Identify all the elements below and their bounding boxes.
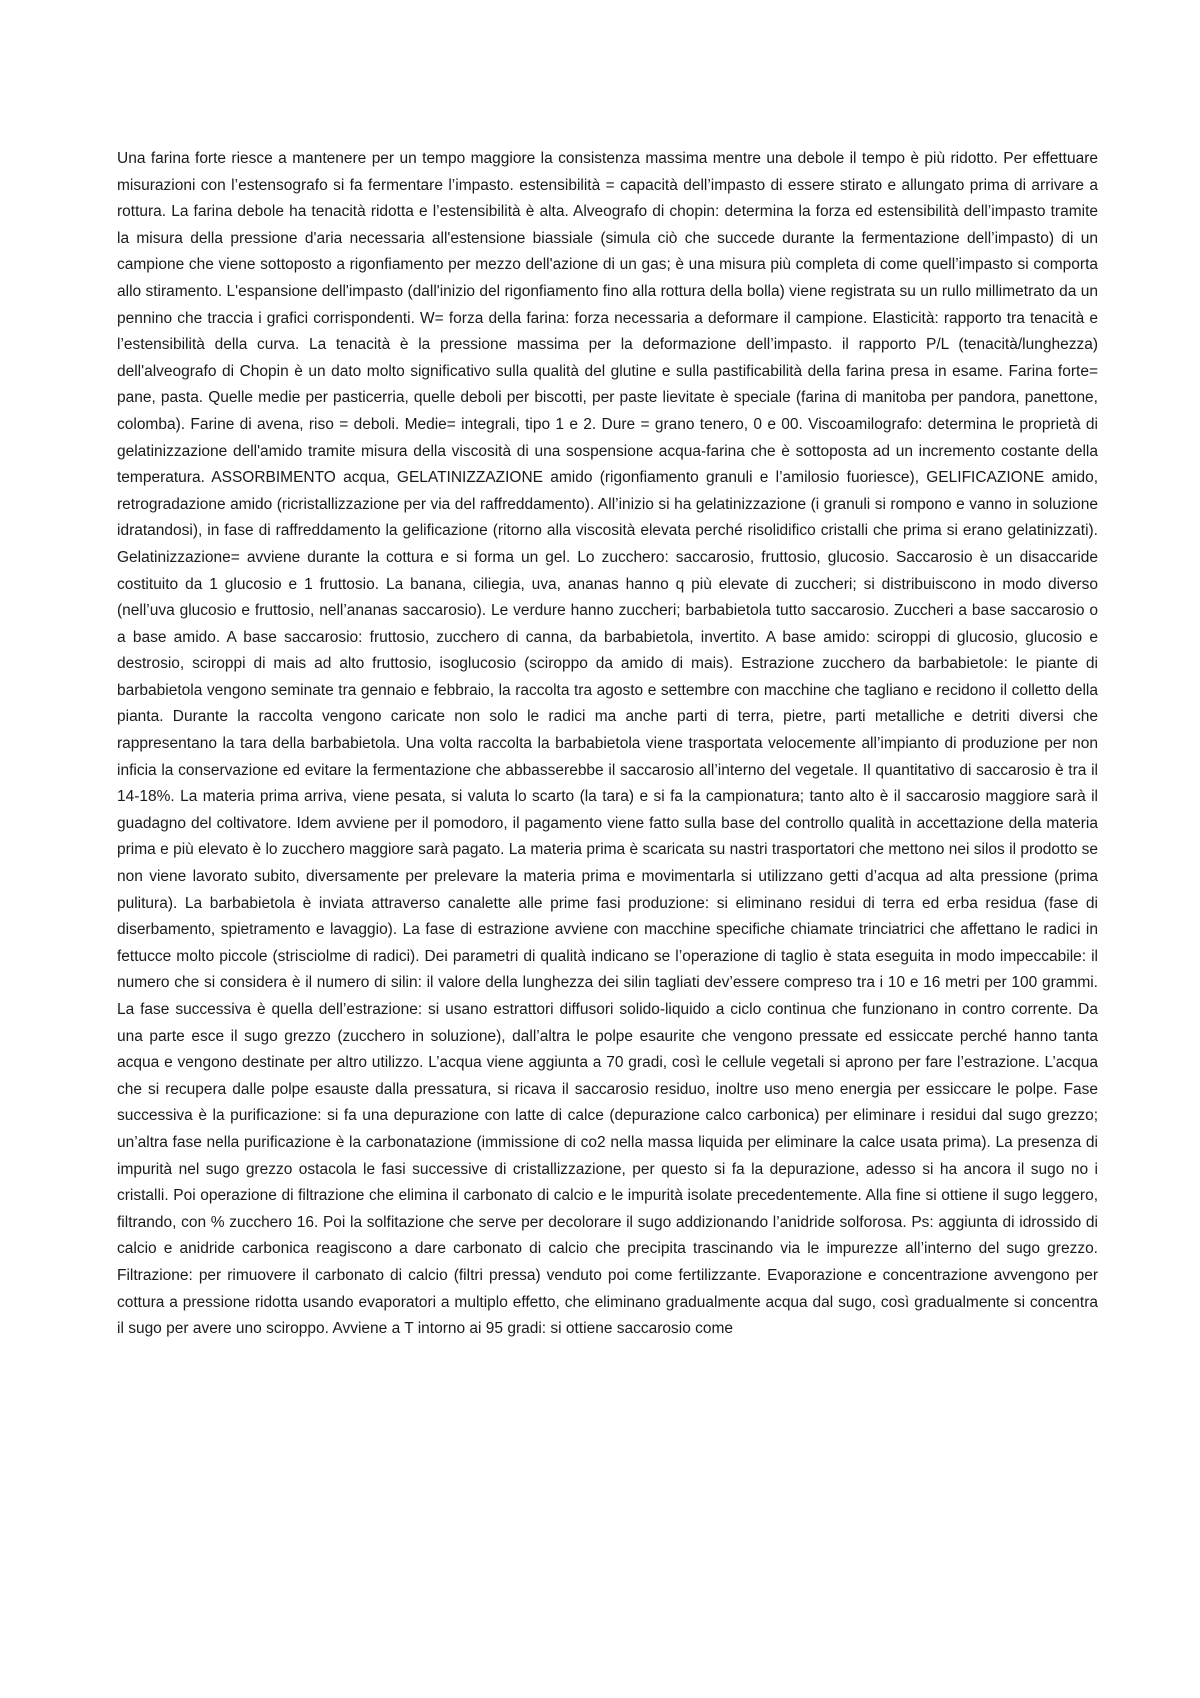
body-text-block: [117, 146, 1098, 1343]
body-paragraph: Una farina forte riesce a mantenere per un tempo maggiore la consistenza massima mentre una debole il tempo è più ridotto. Per effettuare misurazioni con l’estensografo si fa fermentare l’impasto. estensibilità = capacità dell’impasto di essere stirato e allungato prima di arrivare a rottura. La farina debole ha tenacità ridotta e l’estensibilità è alta. Alveografo di chopin: determina la forza ed estensibilità dell’impasto tramite la misura della pressione d'aria necessaria all'estensione biassiale (simula ciò che succede durante la fermentazione dell’impasto) di un campione che viene sottoposto a rigonfiamento per mezzo dell'azione di un gas; è una misura più completa di come quell’impasto si comporta allo stiramento. L'espansione dell'impasto (dall'inizio del rigonfiamento fino alla rottura della bolla) viene registrata su un rullo millimetrato da un pennino che traccia i grafici corrispondenti. W= forza della farina: forza necessaria a deformare il campione. Elasticità: rapporto tra tenacità e l’estensibilità della curva. La tenacità è la pressione massima per la deformazione dell’impasto. il rapporto P/L (tenacità/lunghezza) dell'alveografo di Chopin è un dato molto significativo sulla qualità del glutine e sulla pastificabilità della farina presa in esame. Farina forte= pane, pasta. Quelle medie per pasticerria, quelle deboli per biscotti, per paste lievitate è speciale (farina di manitoba per pandora, panettone, colomba). Farine di avena, riso = deboli. Medie= integrali, tipo 1 e 2. Dure = grano tenero, 0 e 00. Viscoamilografo: determina le proprietà di gelatinizzazione dell'amido tramite misura della viscosità di una sospensione acqua-farina che è sottoposta ad un incremento costante della temperatura. ASSORBIMENTO acqua, GELATINIZZAZIONE amido (rigonfiamento granuli e l’amilosio fuoriesce), GELIFICAZIONE amido, retrogradazione amido (ricristallizzazione per via del raffreddamento). All’inizio si ha gelatinizzazione (i granuli si rompono e vanno in soluzione idratandosi), in fase di raffreddamento la gelificazione (ritorno alla viscosità elevata perché risolidifico cristalli che prima si erano gelatinizzati). Gelatinizzazione= avviene durante la cottura e si forma un gel. Lo zucchero: saccarosio, fruttosio, glucosio. Saccarosio è un disaccaride costituito da 1 glucosio e 1 fruttosio. La banana, ciliegia, uva, ananas hanno q più elevate di zuccheri; si distribuiscono in modo diverso (nell’uva glucosio e fruttosio, nell’ananas saccarosio). Le verdure hanno zuccheri; barbabietola tutto saccarosio. Zuccheri a base saccarosio o a base amido. A base saccarosio: fruttosio, zucchero di canna, da barbabietola, invertito. A base amido: sciroppi di glucosio, glucosio e destrosio, sciroppi di mais ad alto fruttosio, isoglucosio (sciroppo da amido di mais). Estrazione zucchero da barbabietole: le piante di barbabietola vengono seminate tra gennaio e febbraio, la raccolta tra agosto e settembre con macchine che tagliano e recidono il colletto della pianta. Durante la raccolta vengono caricate non solo le radici ma anche parti di terra, pietre, parti metalliche e detriti diversi che rappresentano la tara della barbabietola. Una volta raccolta la barbabietola viene trasportata velocemente all’impianto di produzione per non inficia la conservazione ed evitare la fermentazione che abbasserebbe il saccarosio all’interno del vegetale. Il quantitativo di saccarosio è tra il 14-18%. La materia prima arriva, viene pesata, si valuta lo scarto (la tara) e si fa la campionatura; tanto alto è il saccarosio maggiore sarà il guadagno del coltivatore. Idem avviene per il pomodoro, il pagamento viene fatto sulla base del controllo qualità in accettazione della materia prima e più elevato è lo zucchero maggiore sarà pagato. La materia prima è scaricata su nastri trasportatori che mettono nei silos il prodotto se non viene lavorato subito, diversamente per prelevare la materia prima e movimentarla si utilizzano getti d’acqua ad alta pressione (prima pulitura). La barbabietola è inviata attraverso canalette alle prime fasi produzione: si eliminano residui di terra ed erba residua (fase di diserbamento, spietramento e lavaggio). La fase di estrazione avviene con macchine specifiche chiamate trinciatrici che affettano le radici in fettucce molto piccole (strisciolme di radici). Dei parametri di qualità indicano se l’operazione di taglio è stata eseguita in modo impeccabile: il numero che si considera è il numero di silin: il valore della lunghezza dei silin tagliati dev’essere compreso tra i 10 e 16 metri per 100 grammi. La fase successiva è quella dell’estrazione: si usano estrattori diffusori solido-liquido a ciclo continua che funzionano in contro corrente. Da una parte esce il sugo grezzo (zucchero in soluzione), dall’altra le polpe esaurite che vengono pressate ed essiccate perché hanno tanta acqua e vengono destinate per altro utilizzo. L’acqua viene aggiunta a 70 gradi, così le cellule vegetali si aprono per fare l’estrazione. L’acqua che si recupera dalle polpe esauste dalla pressatura, si ricava il saccarosio residuo, inoltre uso meno energia per essiccare le polpe. Fase successiva è la purificazione: si fa una depurazione con latte di calce (depurazione calco carbonica) per eliminare i residui dal sugo grezzo; un’altra fase nella purificazione è la carbonatazione (immissione di co2 nella massa liquida per eliminare la calce usata prima). La presenza di impurità nel sugo grezzo ostacola le fasi successive di cristallizzazione, per questo si fa la depurazione, adesso si ha ancora il sugo no i cristalli. Poi operazione di filtrazione che elimina il carbonato di calcio e le impurità isolate precedentemente. Alla fine si ottiene il sugo leggero, filtrando, con % zucchero 16. Poi la solfitazione che serve per decolorare il sugo addizionando l’anidride solforosa. Ps: aggiunta di idrossido di calcio e anidride carbonica reagiscono a dare carbonato di calcio che precipita trascinando via le impurezze all’interno del sugo grezzo. Filtrazione: per rimuovere il carbonato di calcio (filtri pressa) venduto poi come fertilizzante. Evaporazione e concentrazione avvengono per cottura a pressione ridotta usando evaporatori a multiplo effetto, che eliminano gradualmente acqua dal sugo, così gradualmente si concentra il sugo per avere uno sciroppo. Avviene a T intorno ai 95 gradi: si ottiene saccarosio come: [117, 150, 1098, 1338]
